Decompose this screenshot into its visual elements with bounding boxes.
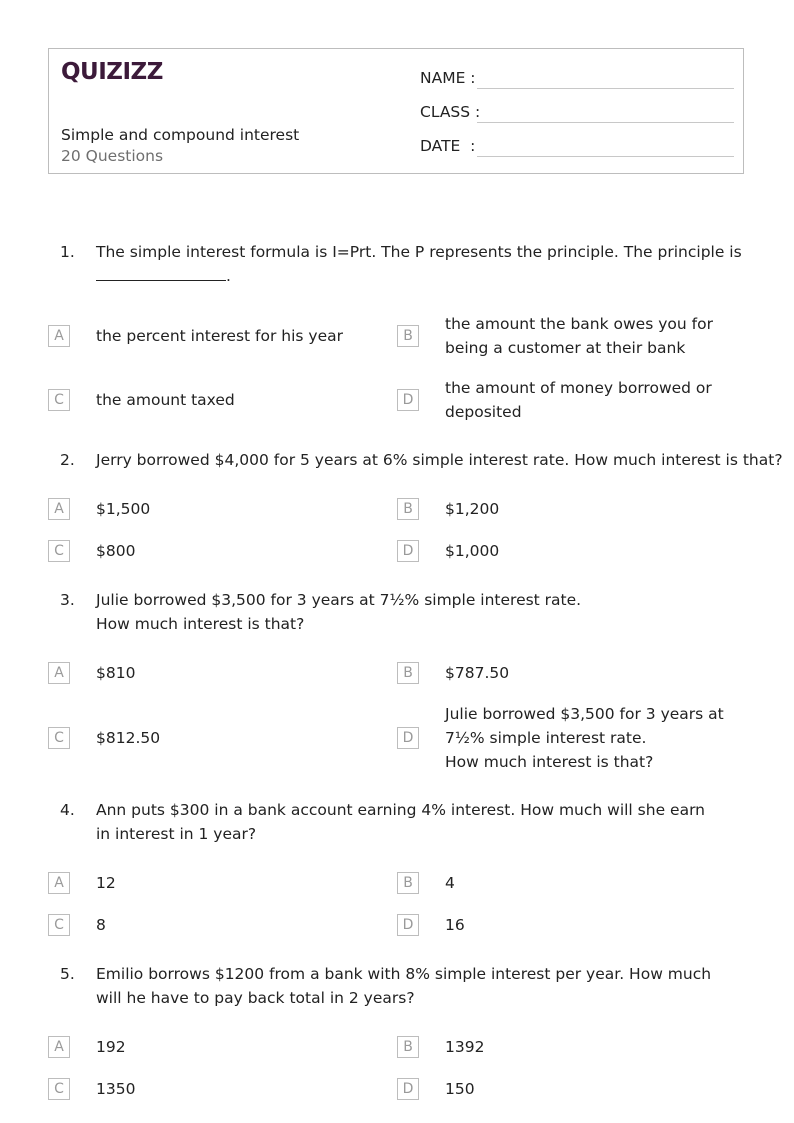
option-text: $1,200 — [445, 500, 500, 518]
option-text: $800 — [96, 542, 136, 560]
option-box-a[interactable]: A — [48, 872, 70, 894]
option-box-c[interactable]: C — [48, 727, 70, 749]
class-label: CLASS : — [420, 103, 481, 121]
option-box-c[interactable]: C — [48, 1078, 70, 1100]
question-text: Jerry borrowed $4,000 for 5 years at 6% simple interest rate. How much interest is that? — [96, 451, 783, 469]
class-line — [477, 122, 734, 123]
option-box-d[interactable]: D — [397, 914, 419, 936]
option-box-d[interactable]: D — [397, 389, 419, 411]
question-text: Emilio borrows $1200 from a bank with 8% simple interest per year. How much will he have to pay back total in 2 years? — [96, 965, 712, 1007]
option-text — [445, 702, 747, 774]
option-box-b[interactable]: B — [397, 662, 419, 684]
option-text-line: How much interest is that? — [445, 753, 654, 771]
question-number: 1. — [60, 243, 75, 261]
option-box-c[interactable]: C — [48, 540, 70, 562]
question-number: 3. — [60, 591, 75, 609]
option-box-a[interactable]: A — [48, 325, 70, 347]
option-box-d[interactable]: D — [397, 727, 419, 749]
question-text-end: . — [226, 267, 231, 285]
option-text: 150 — [445, 1080, 475, 1098]
option-text: $1,500 — [96, 500, 151, 518]
question-text-part: The simple interest formula is I=Prt. The P represents the principle. The principle is — [96, 243, 742, 261]
option-text: the amount of money borrowed or deposited — [445, 379, 712, 421]
class-field[interactable] — [420, 101, 734, 123]
question-count: 20 Questions — [61, 147, 164, 165]
question-text — [96, 240, 746, 288]
answer-blank — [96, 264, 226, 281]
option-text: the percent interest for his year — [96, 327, 344, 345]
option-box-b[interactable]: B — [397, 498, 419, 520]
question-text-line: Julie borrowed $3,500 for 3 years at 7½% simple interest rate. — [96, 591, 582, 609]
option-box-a[interactable]: A — [48, 1036, 70, 1058]
option-box-b[interactable]: B — [397, 1036, 419, 1058]
option-text: 8 — [96, 916, 106, 934]
option-text: 12 — [96, 874, 116, 892]
question-text — [96, 588, 746, 636]
name-label: NAME : — [420, 69, 476, 87]
question-text: Ann puts $300 in a bank account earning 4% interest. How much will she earn in interest in 1 year? — [96, 801, 705, 843]
worksheet-header — [48, 48, 744, 174]
option-text: 1350 — [96, 1080, 136, 1098]
option-box-d[interactable]: D — [397, 540, 419, 562]
name-line — [477, 88, 734, 89]
option-text: the amount taxed — [96, 391, 235, 409]
option-text: 4 — [445, 874, 455, 892]
option-text: $787.50 — [445, 664, 510, 682]
option-box-c[interactable]: C — [48, 914, 70, 936]
option-text: 1392 — [445, 1038, 485, 1056]
option-text: $810 — [96, 664, 136, 682]
question-text-line: How much interest is that? — [96, 615, 305, 633]
date-field[interactable] — [420, 135, 734, 157]
question-number: 2. — [60, 451, 75, 469]
option-text: $1,000 — [445, 542, 500, 560]
date-line — [477, 156, 734, 157]
option-text: 16 — [445, 916, 465, 934]
option-box-d[interactable]: D — [397, 1078, 419, 1100]
option-text: the amount the bank owes you for being a customer at their bank — [445, 315, 713, 357]
name-field[interactable] — [420, 67, 734, 89]
worksheet-title: Simple and compound interest — [61, 126, 300, 144]
option-box-b[interactable]: B — [397, 325, 419, 347]
option-box-a[interactable]: A — [48, 662, 70, 684]
option-box-b[interactable]: B — [397, 872, 419, 894]
quizizz-logo: QUIZIZZ — [61, 59, 163, 85]
option-text: 192 — [96, 1038, 126, 1056]
option-box-c[interactable]: C — [48, 389, 70, 411]
question-number: 4. — [60, 801, 75, 819]
date-label: DATE : — [420, 137, 476, 155]
option-text-line: Julie borrowed $3,500 for 3 years at 7½% simple interest rate. — [445, 705, 724, 747]
option-box-a[interactable]: A — [48, 498, 70, 520]
question-number: 5. — [60, 965, 75, 983]
option-text: $812.50 — [96, 729, 161, 747]
